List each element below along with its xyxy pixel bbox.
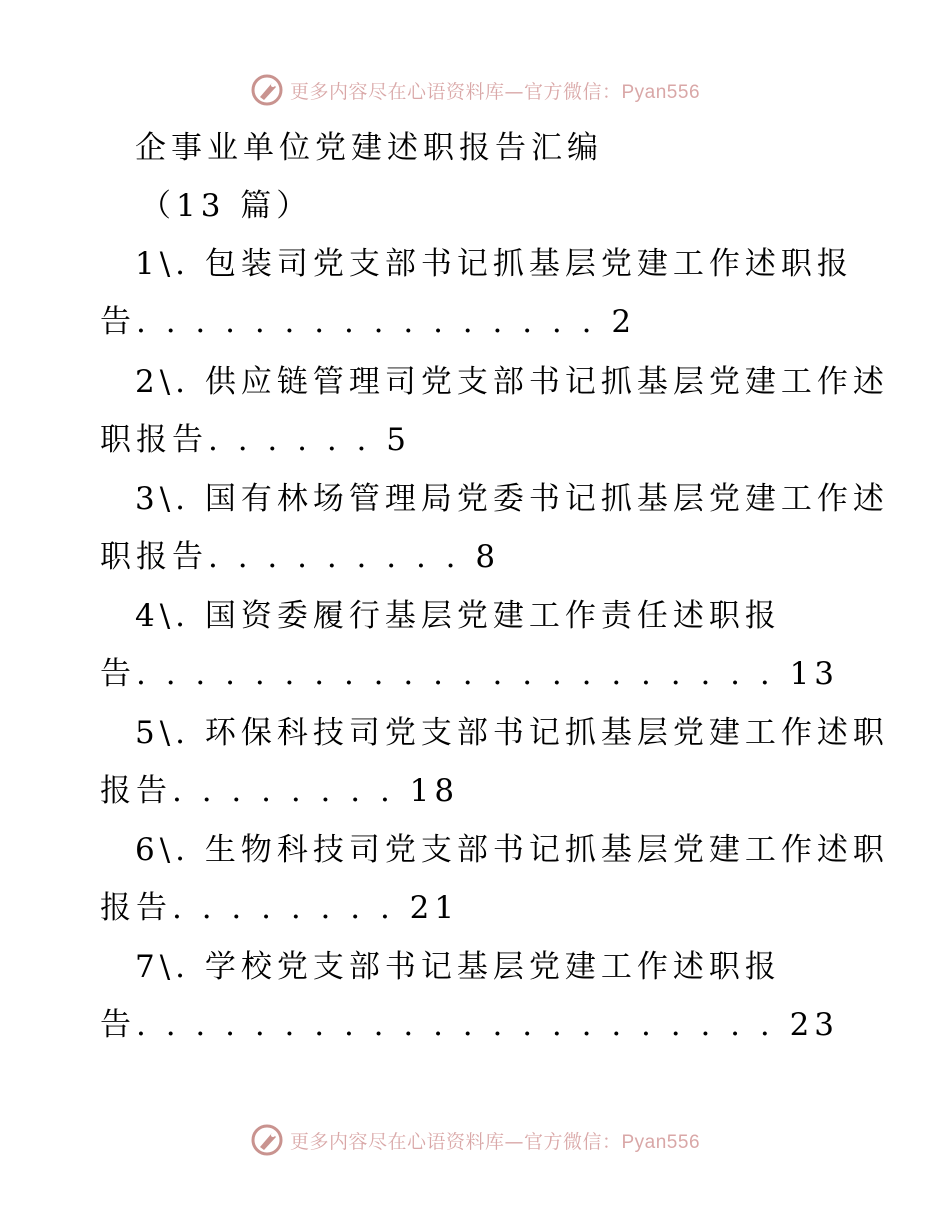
watermark-main-text: 更多内容尽在心语资料库 [289, 80, 505, 103]
toc-entry-3-line1[interactable]: 3\. 国有林场管理局党委书记抓基层党建工作述 [135, 481, 889, 517]
toc-entry-5-line1[interactable]: 5\. 环保科技司党支部书记抓基层党建工作述职 [135, 715, 889, 751]
toc-entry-3-line2[interactable]: 职报告. . . . . . . . . 8 [100, 539, 501, 575]
watermark-wechat-label: 官方微信： [523, 1130, 622, 1153]
watermark-main-text: 更多内容尽在心语资料库 [289, 1130, 505, 1153]
toc-entry-7-line1[interactable]: 7\. 学校党支部书记基层党建工作述职报 [135, 949, 781, 985]
toc-entry-2-line1[interactable]: 2\. 供应链管理司党支部书记抓基层党建工作述 [135, 364, 889, 400]
watermark-text [290, 1127, 700, 1154]
header-watermark [0, 70, 950, 110]
watermark-wechat-id: Pyan556 [621, 81, 701, 103]
toc-entry-6-line2[interactable]: 报告. . . . . . . . 21 [100, 890, 460, 926]
watermark-wechat-label: 官方微信： [523, 80, 622, 103]
pen-nib-logo-icon [250, 73, 284, 107]
toc-entry-2-line2[interactable]: 职报告. . . . . . 5 [100, 422, 411, 458]
footer-watermark [0, 1120, 950, 1160]
toc-entry-1-line2[interactable]: 告. . . . . . . . . . . . . . . . 2 [100, 304, 637, 340]
document-title: 企事业单位党建述职报告汇编 [135, 130, 603, 166]
toc-entry-6-line1[interactable]: 6\. 生物科技司党支部书记抓基层党建工作述职 [135, 832, 889, 868]
document-count: （13 篇） [140, 188, 313, 224]
toc-entry-7-line2[interactable]: 告. . . . . . . . . . . . . . . . . . . . . . 23 [100, 1007, 840, 1043]
toc-entry-4-line2[interactable]: 告. . . . . . . . . . . . . . . . . . . . . . 13 [100, 656, 840, 692]
watermark-text [290, 77, 700, 104]
pen-nib-logo-icon [250, 1123, 284, 1157]
watermark-dash: — [504, 1130, 524, 1153]
toc-entry-4-line1[interactable]: 4\. 国资委履行基层党建工作责任述职报 [135, 598, 781, 634]
watermark-wechat-id: Pyan556 [621, 1131, 701, 1153]
toc-entry-5-line2[interactable]: 报告. . . . . . . . 18 [100, 773, 460, 809]
watermark-dash: — [504, 80, 524, 103]
toc-entry-1-line1[interactable]: 1\. 包装司党支部书记抓基层党建工作述职报 [135, 246, 853, 282]
